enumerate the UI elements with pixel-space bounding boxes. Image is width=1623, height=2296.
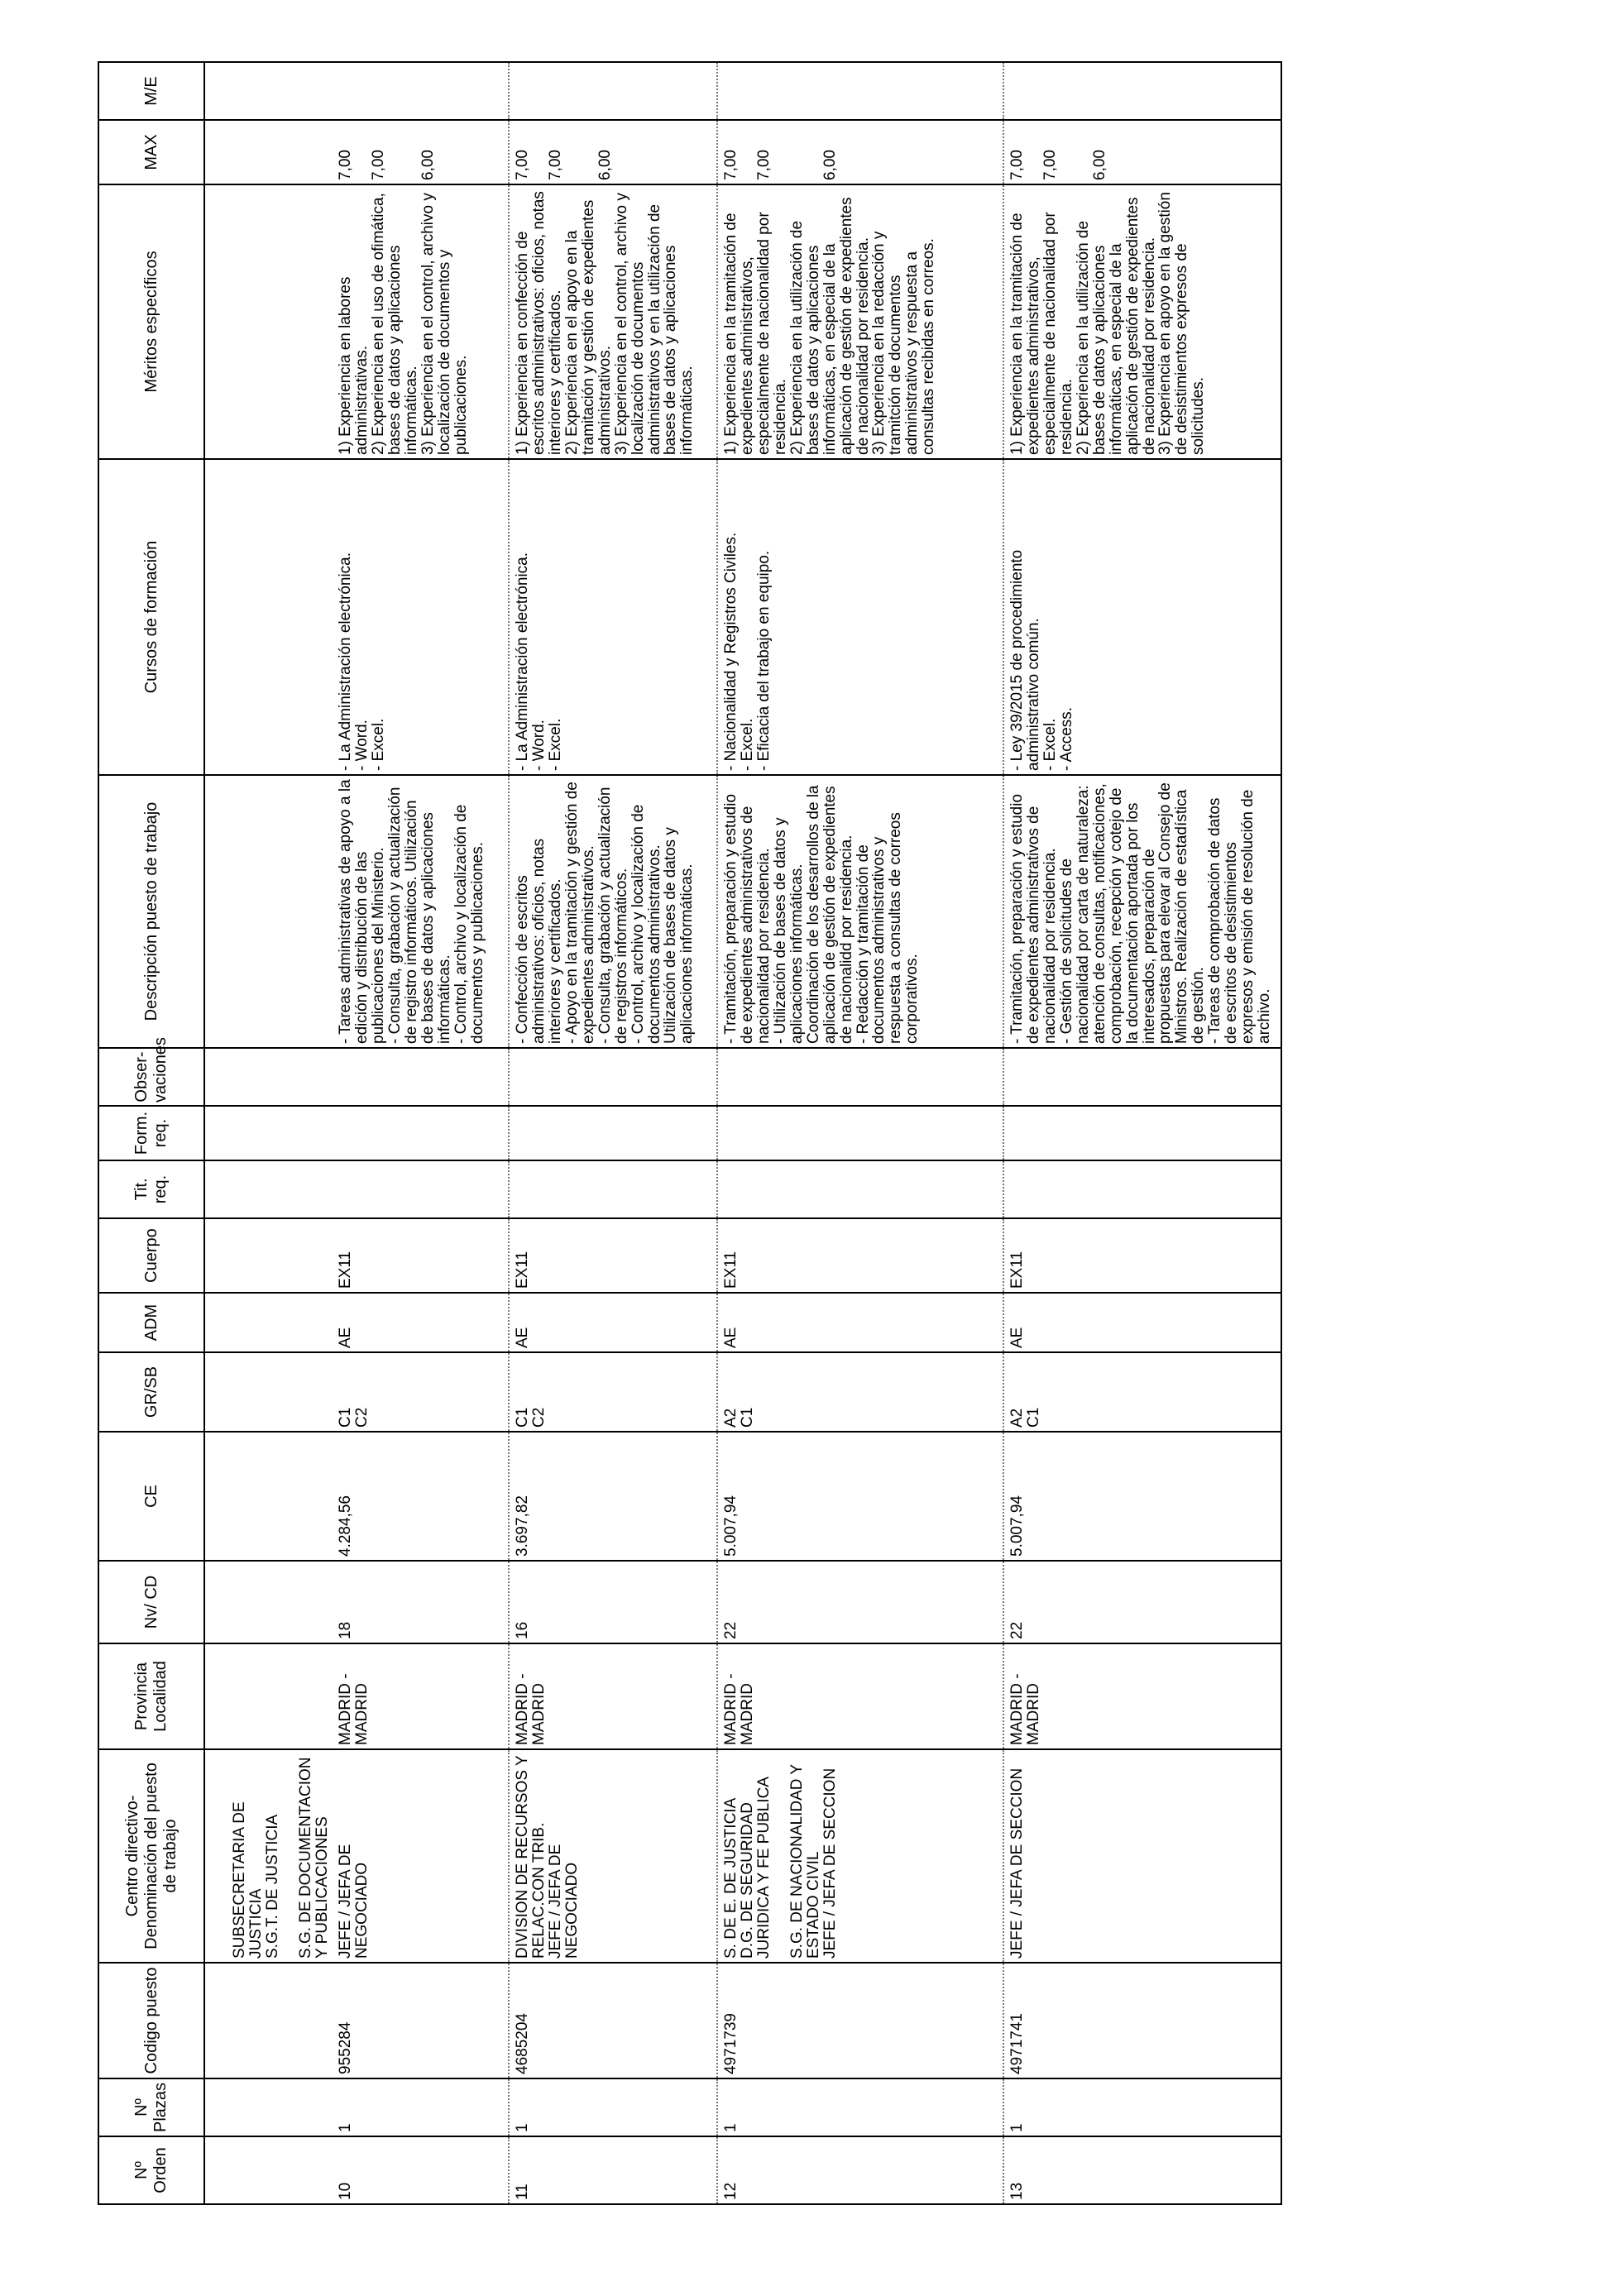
cell-max: 7,00 7,00 6,00 <box>1003 120 1281 184</box>
cell-adm: AE <box>1003 1293 1281 1352</box>
cell-descripcion: - Tramitación, preparación y estudio de expedientes administrativos de nacionalidad por residencia. - Utilización de bases de datos y aplicaciones informáticas. Coordinación de los desarrollos de la aplicación de gestión de expedientes de nacionalidd por residencia. - Redacción y tramitación de documentos administrativos y respuesta a consultas de correos corporativos. <box>717 775 1003 1048</box>
cell-orden: 12 <box>717 2136 1003 2204</box>
cell-ce: 5.007,94 <box>717 1432 1003 1561</box>
cell-ce: 5.007,94 <box>1003 1432 1281 1561</box>
cell-cuerpo: EX11 <box>333 1218 509 1293</box>
org-row-top <box>204 62 333 2204</box>
cell-max: 7,00 7,00 6,00 <box>509 120 717 184</box>
cell-meritos: 1) Experiencia en confección de escritos administrativos: oficios, notas interiores y certificados. 2) Experiencia en el apoyo en la tramitación y gestión de expedientes administrativos. 3) Experiencia en el control, archivo y localización de documentos administrativos y en la utilización de bases de datos y aplicaciones informáticas. <box>509 184 717 459</box>
cell-observaciones <box>333 1048 509 1106</box>
cell-meritos: 1) Experiencia en la tramitación de expedientes administrativos, especialmente de nacionalidad por residencia. 2) Experiencia en la utilización de bases de datos y aplicaciones informáticas, en especial de la aplicación de gestión de expedientes de nacionalidad por residencia. 3) Experiencia en apoyo en la gestión de desistimientos expresos de solicitudes. <box>1003 184 1281 459</box>
cell-codigo: 955284 <box>333 1963 509 2078</box>
cell-cuerpo: EX11 <box>717 1218 1003 1293</box>
header-provincia: Provincia Localidad <box>98 1643 204 1749</box>
header-orden: Nº Orden <box>98 2136 204 2204</box>
cell-ce: 4.284,56 <box>333 1432 509 1561</box>
cell-plazas: 1 <box>333 2078 509 2136</box>
table-row <box>509 62 717 2204</box>
cell-plazas: 1 <box>509 2078 717 2136</box>
cell-descripcion: - Tareas administrativas de apoyo a la edición y distribución de las publicaciones del Ministerio. - Consulta, grabación y actualización de registro informáticos. Utilización de bases de datos y aplicaciones informáticas. - Control, archivo y localización de documentos y publicaciones. <box>333 775 509 1048</box>
header-cursos: Cursos de formación <box>98 459 204 775</box>
cell-provincia: MADRID - MADRID <box>333 1643 509 1749</box>
cell-titulacion <box>333 1160 509 1218</box>
cell-cuerpo: EX11 <box>509 1218 717 1293</box>
cell-descripcion: - Tramitación, preparación y estudio de expedientes administrativos de nacionalidad por residencia. - Gestión de solicitudes de nacionalidad por carta de naturaleza: atención de consultas, notificaciones, comprobación, recepción y cotejo de la documentación aportada por los interesados, preparación de propuestas para elevar al Consejo de Ministros. Realización de estadística de gestión. - Tareas de comprobación de datos de escritos de desistimientos expresos y emisión de resolución de archivo. <box>1003 775 1281 1048</box>
org-header-text: S. DE E. DE JUSTICIA D.G. DE SEGURIDAD JURIDICA Y FE PUBLICA S.G. DE NACIONALIDAD Y ESTADO CIVIL <box>722 1764 822 1959</box>
cell-meritos: 1) Experiencia en labores administrativas. 2) Experiencia en el uso de ofimática, bases de datos y aplicaciones informáticas. 3) Experiencia en el control, archivo y localización de documentos y publicaciones. <box>333 184 509 459</box>
header-formacion: Form. req. <box>98 1106 204 1160</box>
header-row <box>98 62 204 2204</box>
cell-meritos: 1) Experiencia en la tramitación de expedientes administrativos, especialmente de nacionalidad por residencia. 2) Experiencia en la utilización de bases de datos y aplicaciones informáticas, en especial de la aplicación de gestión de expedientes de nacionalidad por residencia. 3) Experiencia en la redacción y tramitción de documentos administrativos y respuesta a consultas recibidas en correos. <box>717 184 1003 459</box>
cell-adm: AE <box>333 1293 509 1352</box>
header-plazas: Nº Plazas <box>98 2078 204 2136</box>
cell-me <box>1003 62 1281 120</box>
cell-provincia: MADRID - MADRID <box>717 1643 1003 1749</box>
cell-titulacion <box>717 1160 1003 1218</box>
header-grupo: GR/SB <box>98 1352 204 1432</box>
cell-me <box>333 62 509 120</box>
cell-grupo: C1 C2 <box>509 1352 717 1432</box>
cell-orden: 11 <box>509 2136 717 2204</box>
cell-descripcion: - Confección de escritos administrativos: oficios, notas interiores y certificados. - Apoyo en la tramitación y gestión de expedientes administrativos. - Consulta, grabación y actualización de registros informáticos. - Control, archivo y localización de documentos administrativos. Utilización de bases de datos y aplicaciones informáticas. <box>509 775 717 1048</box>
header-nivel: Nv/ CD <box>98 1561 204 1643</box>
cell-adm: AE <box>509 1293 717 1352</box>
cell-max: 7,00 7,00 6,00 <box>333 120 509 184</box>
cell-denominacion <box>509 1749 717 1963</box>
header-titulacion: Tit. req. <box>98 1160 204 1218</box>
cell-denominacion: JEFE / JEFA DE SECCION <box>1003 1749 1281 1963</box>
header-cuerpo: Cuerpo <box>98 1218 204 1293</box>
table-row <box>1003 62 1281 2204</box>
header-max: MAX <box>98 120 204 184</box>
cell-plazas: 1 <box>717 2078 1003 2136</box>
header-adm: ADM <box>98 1293 204 1352</box>
cell-codigo: 4971739 <box>717 1963 1003 2078</box>
cell-denominacion: JEFE / JEFA DE NEGOCIADO <box>333 1749 509 1963</box>
cell-grupo: C1 C2 <box>333 1352 509 1432</box>
cell-observaciones <box>1003 1048 1281 1106</box>
cell-adm: AE <box>717 1293 1003 1352</box>
cell-formacion <box>333 1106 509 1160</box>
cell-cursos: - La Administración electrónica. - Word. - Excel. <box>333 459 509 775</box>
cell-formacion <box>509 1106 717 1160</box>
table-row <box>717 62 1003 2204</box>
table-row <box>333 62 509 2204</box>
cell-provincia: MADRID - MADRID <box>1003 1643 1281 1749</box>
cell-grupo: A2 C1 <box>717 1352 1003 1432</box>
cell-observaciones <box>509 1048 717 1106</box>
cell-nivel: 16 <box>509 1561 717 1643</box>
cell-max: 7,00 7,00 6,00 <box>717 120 1003 184</box>
org-header-text: DIVISION DE RECURSOS Y RELAC.CON TRIB. <box>514 1755 548 1959</box>
cell-denominacion <box>717 1749 1003 1963</box>
header-me: M/E <box>98 62 204 120</box>
job-positions-table <box>98 61 1282 2205</box>
cell-codigo: 4971741 <box>1003 1963 1281 2078</box>
cell-grupo: A2 C1 <box>1003 1352 1281 1432</box>
cell-me <box>509 62 717 120</box>
cell-plazas: 1 <box>1003 2078 1281 2136</box>
header-descripcion: Descripción puesto de trabajo <box>98 775 204 1048</box>
cell-titulacion <box>509 1160 717 1218</box>
cell-ce: 3.697,82 <box>509 1432 717 1561</box>
header-codigo: Codigo puesto <box>98 1963 204 2078</box>
cell-observaciones <box>717 1048 1003 1106</box>
cell-nivel: 22 <box>1003 1561 1281 1643</box>
cell-orden: 10 <box>333 2136 509 2204</box>
cell-cursos: - Ley 39/2015 de procedimiento administrativo común. - Excel. - Access. <box>1003 459 1281 775</box>
cell-orden: 13 <box>1003 2136 1281 2204</box>
cell-formacion <box>717 1106 1003 1160</box>
cell-titulacion <box>1003 1160 1281 1218</box>
cell-denominacion-text: JEFE / JEFA DE SECCION <box>821 1767 839 1959</box>
cell-codigo: 4685204 <box>509 1963 717 2078</box>
cell-provincia: MADRID - MADRID <box>509 1643 717 1749</box>
cell-me <box>717 62 1003 120</box>
cell-cursos: - La Administración electrónica. - Word. - Excel. <box>509 459 717 775</box>
cell-nivel: 22 <box>717 1561 1003 1643</box>
header-observaciones: Obser- vaciones <box>98 1048 204 1106</box>
cell-cursos: - Nacionalidad y Registros Civiles. - Excel. - Eficacia del trabajo en equipo. <box>717 459 1003 775</box>
org-header-text: SUBSECRETARIA DE JUSTICIA S.G.T. DE JUSTICIA S.G. DE DOCUMENTACION Y PUBLICACIONES <box>204 1749 333 1963</box>
cell-cuerpo: EX11 <box>1003 1218 1281 1293</box>
cell-nivel: 18 <box>333 1561 509 1643</box>
header-meritos: Méritos específicos <box>98 184 204 459</box>
cell-denominacion-text: JEFE / JEFA DE NEGOCIADO <box>546 1844 581 1959</box>
header-ce: CE <box>98 1432 204 1561</box>
header-centro: Centro directivo- Denominación del puesto de trabajo <box>98 1749 204 1963</box>
cell-formacion <box>1003 1106 1281 1160</box>
